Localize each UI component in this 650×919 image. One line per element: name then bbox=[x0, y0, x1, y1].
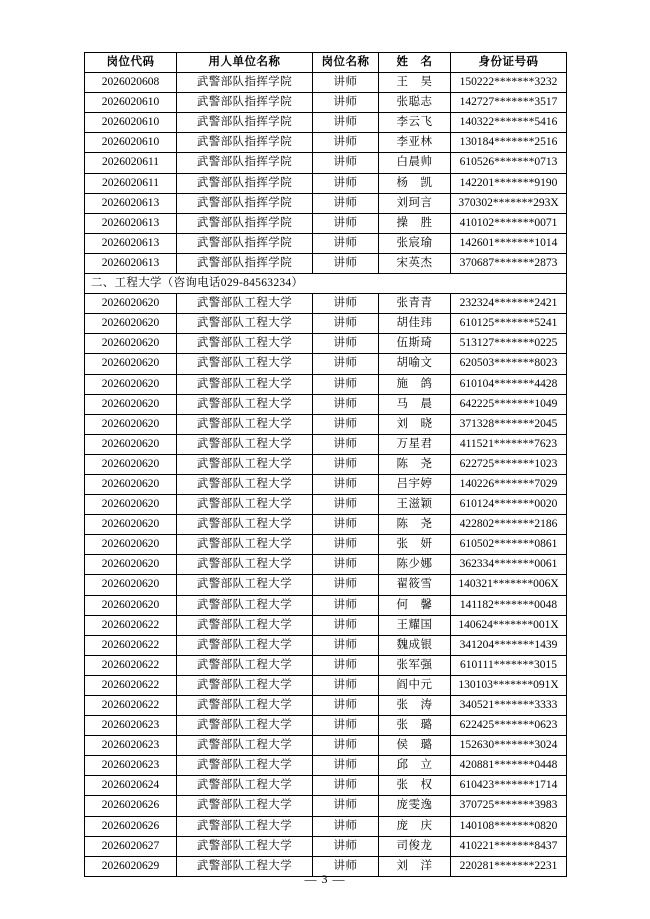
cell-id: 422802*******2186 bbox=[451, 515, 567, 535]
cell-post: 讲师 bbox=[313, 776, 379, 796]
column-header-post: 岗位名称 bbox=[313, 53, 379, 73]
cell-post: 讲师 bbox=[313, 414, 379, 434]
cell-unit: 武警部队工程大学 bbox=[177, 414, 313, 434]
cell-post: 讲师 bbox=[313, 756, 379, 776]
cell-name: 阎中元 bbox=[379, 675, 451, 695]
cell-id: 620503*******8023 bbox=[451, 354, 567, 374]
cell-code: 2026020610 bbox=[85, 113, 177, 133]
cell-name: 李亚林 bbox=[379, 133, 451, 153]
page-footer: — 3 — bbox=[304, 872, 346, 886]
cell-post: 讲师 bbox=[313, 696, 379, 716]
cell-id: 610125*******5241 bbox=[451, 314, 567, 334]
cell-code: 2026020608 bbox=[85, 73, 177, 93]
table-row bbox=[85, 253, 567, 273]
cell-post: 讲师 bbox=[313, 233, 379, 253]
cell-id: 610111*******3015 bbox=[451, 655, 567, 675]
cell-name: 张宸瑜 bbox=[379, 233, 451, 253]
cell-unit: 武警部队工程大学 bbox=[177, 655, 313, 675]
cell-id: 410102*******0071 bbox=[451, 213, 567, 233]
table-row bbox=[85, 374, 567, 394]
cell-id: 420881*******0448 bbox=[451, 756, 567, 776]
cell-code: 2026020626 bbox=[85, 816, 177, 836]
cell-code: 2026020620 bbox=[85, 454, 177, 474]
table-row bbox=[85, 595, 567, 615]
cell-code: 2026020626 bbox=[85, 796, 177, 816]
cell-post: 讲师 bbox=[313, 555, 379, 575]
cell-name: 侯 璐 bbox=[379, 736, 451, 756]
cell-code: 2026020610 bbox=[85, 93, 177, 113]
table-row bbox=[85, 736, 567, 756]
cell-unit: 武警部队工程大学 bbox=[177, 515, 313, 535]
table-row bbox=[85, 796, 567, 816]
cell-code: 2026020620 bbox=[85, 495, 177, 515]
cell-id: 140322*******5416 bbox=[451, 113, 567, 133]
cell-name: 庞雯逸 bbox=[379, 796, 451, 816]
cell-code: 2026020620 bbox=[85, 434, 177, 454]
cell-post: 讲师 bbox=[313, 575, 379, 595]
cell-code: 2026020622 bbox=[85, 696, 177, 716]
cell-name: 张军强 bbox=[379, 655, 451, 675]
cell-code: 2026020620 bbox=[85, 535, 177, 555]
table-row bbox=[85, 414, 567, 434]
cell-unit: 武警部队工程大学 bbox=[177, 696, 313, 716]
cell-unit: 武警部队工程大学 bbox=[177, 354, 313, 374]
cell-id: 513127*******0225 bbox=[451, 334, 567, 354]
table-row bbox=[85, 233, 567, 253]
cell-name: 陈少娜 bbox=[379, 555, 451, 575]
cell-post: 讲师 bbox=[313, 93, 379, 113]
cell-id: 610104*******4428 bbox=[451, 374, 567, 394]
table-row bbox=[85, 675, 567, 695]
cell-unit: 武警部队指挥学院 bbox=[177, 93, 313, 113]
cell-post: 讲师 bbox=[313, 736, 379, 756]
cell-name: 王耀国 bbox=[379, 615, 451, 635]
cell-post: 讲师 bbox=[313, 73, 379, 93]
cell-name: 操 胜 bbox=[379, 213, 451, 233]
table-row bbox=[85, 495, 567, 515]
cell-code: 2026020620 bbox=[85, 314, 177, 334]
cell-unit: 武警部队指挥学院 bbox=[177, 173, 313, 193]
cell-name: 施 鸽 bbox=[379, 374, 451, 394]
cell-name: 王 昊 bbox=[379, 73, 451, 93]
cell-unit: 武警部队指挥学院 bbox=[177, 213, 313, 233]
cell-unit: 武警部队工程大学 bbox=[177, 635, 313, 655]
cell-code: 2026020622 bbox=[85, 655, 177, 675]
cell-code: 2026020613 bbox=[85, 193, 177, 213]
cell-name: 刘 洋 bbox=[379, 856, 451, 876]
cell-id: 362334*******0061 bbox=[451, 555, 567, 575]
cell-id: 370302*******293X bbox=[451, 193, 567, 213]
cell-unit: 武警部队指挥学院 bbox=[177, 113, 313, 133]
cell-id: 370687*******2873 bbox=[451, 253, 567, 273]
cell-name: 杨 凯 bbox=[379, 173, 451, 193]
table-row bbox=[85, 696, 567, 716]
cell-name: 庞 庆 bbox=[379, 816, 451, 836]
table-row bbox=[85, 113, 567, 133]
cell-post: 讲师 bbox=[313, 294, 379, 314]
table-body bbox=[85, 73, 567, 877]
table-row bbox=[85, 575, 567, 595]
cell-unit: 武警部队指挥学院 bbox=[177, 73, 313, 93]
cell-id: 220281*******2231 bbox=[451, 856, 567, 876]
table-row bbox=[85, 173, 567, 193]
cell-name: 王滋颖 bbox=[379, 495, 451, 515]
cell-name: 翟筱雪 bbox=[379, 575, 451, 595]
cell-id: 140624*******001X bbox=[451, 615, 567, 635]
cell-id: 410221*******8437 bbox=[451, 836, 567, 856]
cell-name: 胡喻文 bbox=[379, 354, 451, 374]
cell-code: 2026020620 bbox=[85, 515, 177, 535]
cell-post: 讲师 bbox=[313, 515, 379, 535]
cell-id: 610502*******0861 bbox=[451, 535, 567, 555]
cell-name: 陈 尧 bbox=[379, 454, 451, 474]
table-row bbox=[85, 716, 567, 736]
cell-post: 讲师 bbox=[313, 394, 379, 414]
cell-id: 232324*******2421 bbox=[451, 294, 567, 314]
cell-post: 讲师 bbox=[313, 615, 379, 635]
cell-unit: 武警部队工程大学 bbox=[177, 474, 313, 494]
table-row bbox=[85, 314, 567, 334]
cell-unit: 武警部队工程大学 bbox=[177, 776, 313, 796]
cell-name: 万星君 bbox=[379, 434, 451, 454]
table-row bbox=[85, 756, 567, 776]
cell-id: 141182*******0048 bbox=[451, 595, 567, 615]
table-row bbox=[85, 454, 567, 474]
cell-code: 2026020622 bbox=[85, 635, 177, 655]
cell-code: 2026020627 bbox=[85, 836, 177, 856]
cell-code: 2026020623 bbox=[85, 716, 177, 736]
cell-unit: 武警部队工程大学 bbox=[177, 495, 313, 515]
cell-code: 2026020620 bbox=[85, 575, 177, 595]
cell-post: 讲师 bbox=[313, 635, 379, 655]
table-row bbox=[85, 515, 567, 535]
cell-unit: 武警部队指挥学院 bbox=[177, 233, 313, 253]
cell-unit: 武警部队工程大学 bbox=[177, 836, 313, 856]
cell-code: 2026020623 bbox=[85, 756, 177, 776]
cell-id: 142727*******3517 bbox=[451, 93, 567, 113]
table-row bbox=[85, 334, 567, 354]
table-header-row bbox=[85, 53, 567, 73]
cell-unit: 武警部队工程大学 bbox=[177, 454, 313, 474]
cell-post: 讲师 bbox=[313, 434, 379, 454]
cell-name: 吕宇婷 bbox=[379, 474, 451, 494]
cell-code: 2026020611 bbox=[85, 173, 177, 193]
cell-unit: 武警部队指挥学院 bbox=[177, 253, 313, 273]
column-header-id: 身份证号码 bbox=[451, 53, 567, 73]
cell-id: 140226*******7029 bbox=[451, 474, 567, 494]
cell-post: 讲师 bbox=[313, 153, 379, 173]
cell-name: 马 晨 bbox=[379, 394, 451, 414]
cell-post: 讲师 bbox=[313, 796, 379, 816]
cell-unit: 武警部队工程大学 bbox=[177, 555, 313, 575]
cell-post: 讲师 bbox=[313, 495, 379, 515]
cell-post: 讲师 bbox=[313, 133, 379, 153]
cell-unit: 武警部队工程大学 bbox=[177, 575, 313, 595]
table-row bbox=[85, 434, 567, 454]
cell-code: 2026020613 bbox=[85, 253, 177, 273]
cell-unit: 武警部队工程大学 bbox=[177, 595, 313, 615]
cell-name: 张 权 bbox=[379, 776, 451, 796]
cell-code: 2026020620 bbox=[85, 294, 177, 314]
table-section-row bbox=[85, 274, 567, 294]
cell-post: 讲师 bbox=[313, 314, 379, 334]
table-row bbox=[85, 615, 567, 635]
cell-post: 讲师 bbox=[313, 354, 379, 374]
cell-post: 讲师 bbox=[313, 535, 379, 555]
table-header bbox=[85, 53, 567, 73]
cell-name: 陈 尧 bbox=[379, 515, 451, 535]
cell-name: 张 涛 bbox=[379, 696, 451, 716]
cell-post: 讲师 bbox=[313, 675, 379, 695]
cell-unit: 武警部队工程大学 bbox=[177, 615, 313, 635]
cell-unit: 武警部队工程大学 bbox=[177, 535, 313, 555]
cell-name: 张 妍 bbox=[379, 535, 451, 555]
cell-unit: 武警部队工程大学 bbox=[177, 374, 313, 394]
cell-name: 宋英杰 bbox=[379, 253, 451, 273]
table-row bbox=[85, 294, 567, 314]
cell-id: 622725*******1023 bbox=[451, 454, 567, 474]
table-row bbox=[85, 193, 567, 213]
cell-name: 张青青 bbox=[379, 294, 451, 314]
cell-name: 胡佳玮 bbox=[379, 314, 451, 334]
table-row bbox=[85, 354, 567, 374]
cell-unit: 武警部队工程大学 bbox=[177, 796, 313, 816]
cell-id: 610124*******0020 bbox=[451, 495, 567, 515]
cell-name: 张 璐 bbox=[379, 716, 451, 736]
cell-unit: 武警部队工程大学 bbox=[177, 756, 313, 776]
column-header-unit: 用人单位名称 bbox=[177, 53, 313, 73]
cell-code: 2026020622 bbox=[85, 615, 177, 635]
cell-code: 2026020623 bbox=[85, 736, 177, 756]
cell-name: 刘珂言 bbox=[379, 193, 451, 213]
cell-post: 讲师 bbox=[313, 213, 379, 233]
cell-unit: 武警部队工程大学 bbox=[177, 716, 313, 736]
cell-code: 2026020629 bbox=[85, 856, 177, 876]
table-row bbox=[85, 474, 567, 494]
cell-code: 2026020613 bbox=[85, 233, 177, 253]
cell-code: 2026020620 bbox=[85, 354, 177, 374]
cell-unit: 武警部队工程大学 bbox=[177, 736, 313, 756]
cell-code: 2026020620 bbox=[85, 595, 177, 615]
cell-post: 讲师 bbox=[313, 474, 379, 494]
cell-post: 讲师 bbox=[313, 374, 379, 394]
cell-unit: 武警部队工程大学 bbox=[177, 394, 313, 414]
cell-id: 341204*******1439 bbox=[451, 635, 567, 655]
cell-post: 讲师 bbox=[313, 655, 379, 675]
table-row bbox=[85, 535, 567, 555]
cell-unit: 武警部队工程大学 bbox=[177, 434, 313, 454]
cell-unit: 武警部队指挥学院 bbox=[177, 193, 313, 213]
table-row bbox=[85, 816, 567, 836]
table-row bbox=[85, 213, 567, 233]
cell-name: 何 馨 bbox=[379, 595, 451, 615]
cell-code: 2026020624 bbox=[85, 776, 177, 796]
cell-name: 刘 晓 bbox=[379, 414, 451, 434]
cell-unit: 武警部队工程大学 bbox=[177, 314, 313, 334]
cell-code: 2026020613 bbox=[85, 213, 177, 233]
table-row bbox=[85, 655, 567, 675]
cell-post: 讲师 bbox=[313, 816, 379, 836]
table-row bbox=[85, 73, 567, 93]
cell-id: 142601*******1014 bbox=[451, 233, 567, 253]
cell-unit: 武警部队工程大学 bbox=[177, 294, 313, 314]
table-row bbox=[85, 153, 567, 173]
table-row bbox=[85, 776, 567, 796]
cell-id: 130184*******2516 bbox=[451, 133, 567, 153]
table-row bbox=[85, 635, 567, 655]
cell-unit: 武警部队工程大学 bbox=[177, 334, 313, 354]
cell-code: 2026020620 bbox=[85, 334, 177, 354]
cell-post: 讲师 bbox=[313, 193, 379, 213]
cell-code: 2026020622 bbox=[85, 675, 177, 695]
cell-id: 130103*******091X bbox=[451, 675, 567, 695]
cell-post: 讲师 bbox=[313, 334, 379, 354]
cell-post: 讲师 bbox=[313, 595, 379, 615]
cell-code: 2026020620 bbox=[85, 394, 177, 414]
cell-id: 340521*******3333 bbox=[451, 696, 567, 716]
cell-post: 讲师 bbox=[313, 836, 379, 856]
cell-id: 152630*******3024 bbox=[451, 736, 567, 756]
cell-post: 讲师 bbox=[313, 253, 379, 273]
table-row bbox=[85, 394, 567, 414]
cell-id: 140321*******006X bbox=[451, 575, 567, 595]
cell-code: 2026020620 bbox=[85, 374, 177, 394]
cell-post: 讲师 bbox=[313, 113, 379, 133]
table-row bbox=[85, 133, 567, 153]
cell-unit: 武警部队指挥学院 bbox=[177, 153, 313, 173]
section-label: 二、工程大学（咨询电话029-84563234） bbox=[85, 274, 567, 294]
cell-unit: 武警部队工程大学 bbox=[177, 816, 313, 836]
column-header-name: 姓 名 bbox=[379, 53, 451, 73]
cell-post: 讲师 bbox=[313, 716, 379, 736]
cell-id: 622425*******0623 bbox=[451, 716, 567, 736]
cell-post: 讲师 bbox=[313, 856, 379, 876]
cell-post: 讲师 bbox=[313, 173, 379, 193]
table-row bbox=[85, 93, 567, 113]
cell-name: 司俊龙 bbox=[379, 836, 451, 856]
cell-id: 411521*******7623 bbox=[451, 434, 567, 454]
cell-id: 140108*******0820 bbox=[451, 816, 567, 836]
cell-id: 642225*******1049 bbox=[451, 394, 567, 414]
cell-id: 610526*******0713 bbox=[451, 153, 567, 173]
cell-code: 2026020611 bbox=[85, 153, 177, 173]
cell-code: 2026020620 bbox=[85, 555, 177, 575]
table-row bbox=[85, 836, 567, 856]
cell-name: 白晨帅 bbox=[379, 153, 451, 173]
cell-code: 2026020610 bbox=[85, 133, 177, 153]
cell-id: 610423*******1714 bbox=[451, 776, 567, 796]
cell-name: 张聪志 bbox=[379, 93, 451, 113]
cell-code: 2026020620 bbox=[85, 474, 177, 494]
cell-name: 邱 立 bbox=[379, 756, 451, 776]
cell-name: 李云飞 bbox=[379, 113, 451, 133]
cell-name: 伍斯琦 bbox=[379, 334, 451, 354]
roster-table bbox=[84, 52, 567, 877]
cell-name: 魏成银 bbox=[379, 635, 451, 655]
cell-id: 371328*******2045 bbox=[451, 414, 567, 434]
column-header-code: 岗位代码 bbox=[85, 53, 177, 73]
cell-code: 2026020620 bbox=[85, 414, 177, 434]
cell-unit: 武警部队工程大学 bbox=[177, 856, 313, 876]
cell-unit: 武警部队工程大学 bbox=[177, 675, 313, 695]
table-row bbox=[85, 555, 567, 575]
cell-unit: 武警部队指挥学院 bbox=[177, 133, 313, 153]
cell-id: 142201*******9190 bbox=[451, 173, 567, 193]
cell-post: 讲师 bbox=[313, 454, 379, 474]
cell-id: 150222*******3232 bbox=[451, 73, 567, 93]
cell-id: 370725*******3983 bbox=[451, 796, 567, 816]
